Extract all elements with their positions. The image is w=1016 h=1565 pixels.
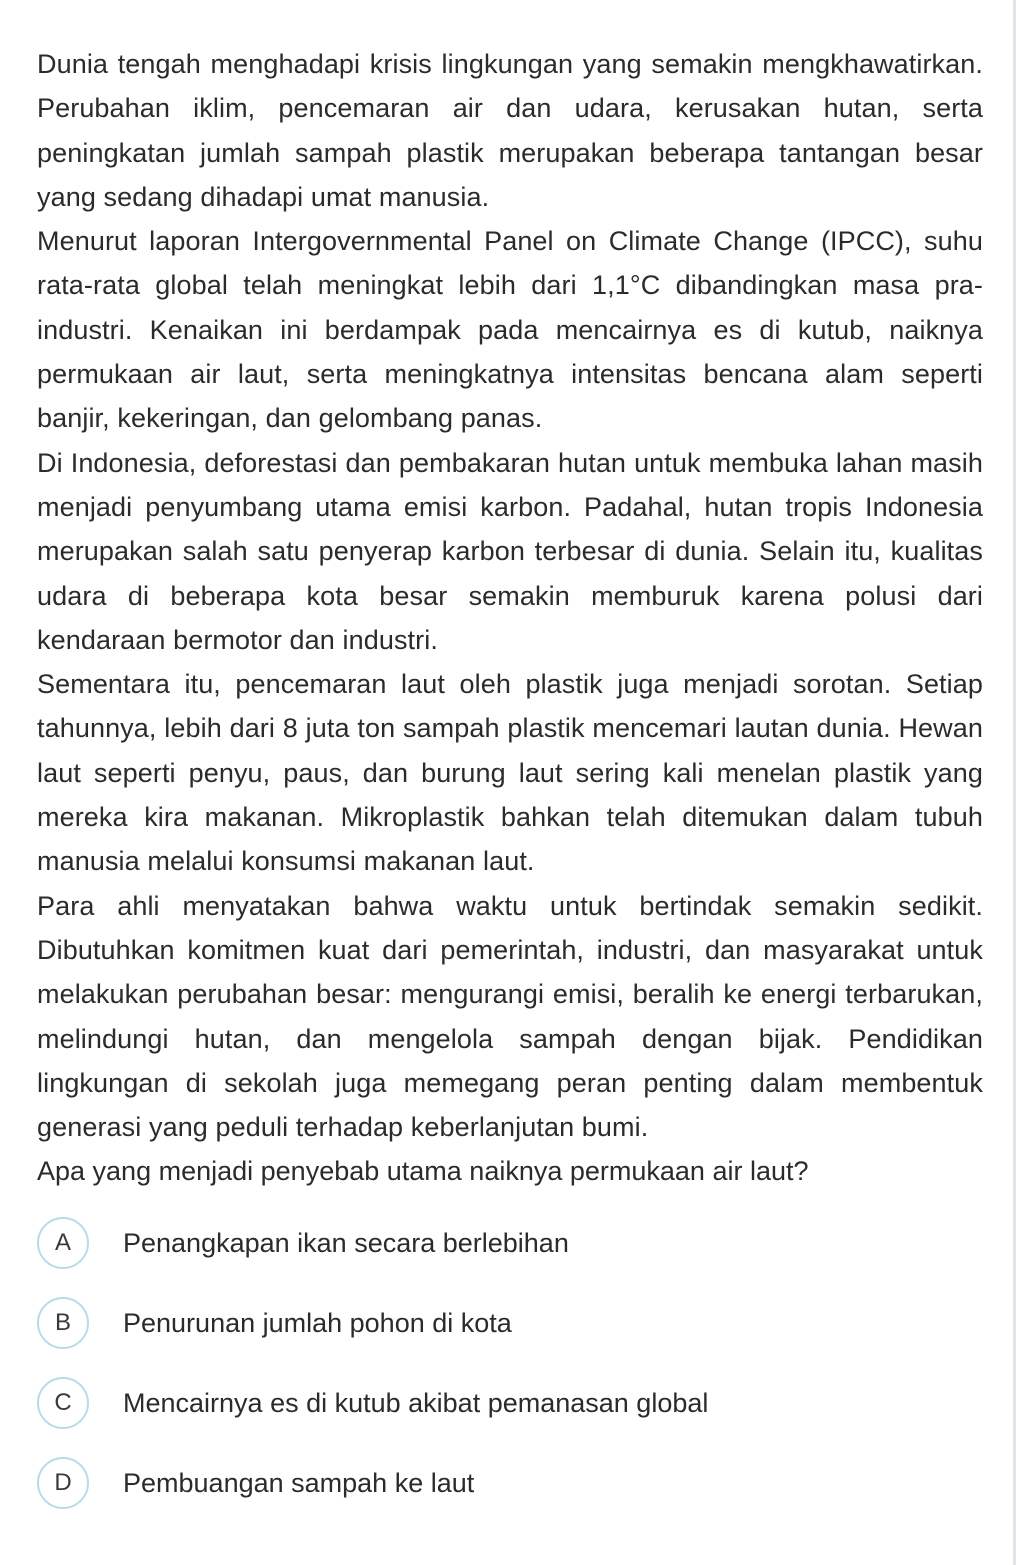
option-letter-badge: B <box>37 1297 89 1349</box>
option-label: Mencairnya es di kutub akibat pemanasan global <box>123 1387 709 1418</box>
option-label: Pembuangan sampah ke laut <box>123 1467 475 1498</box>
option-label: Penangkapan ikan secara berlebihan <box>123 1227 569 1258</box>
answer-option-d[interactable] <box>37 1455 983 1511</box>
answer-option-c[interactable] <box>37 1375 983 1431</box>
passage-paragraph-4: Sementara itu, pencemaran laut oleh plastik juga menjadi sorotan. Setiap tahunnya, lebih dari 8 juta ton sampah plastik mencemari lautan dunia. Hewan laut seperti penyu, paus, dan burung laut sering kali menelan plastik yang mereka kira makanan. Mikroplastik bahkan telah ditemukan dalam tubuh manusia melalui konsumsi makanan laut. <box>37 669 983 877</box>
answer-options <box>37 1215 983 1535</box>
answer-option-a[interactable] <box>37 1215 983 1271</box>
passage-paragraph-5: Para ahli menyatakan bahwa waktu untuk bertindak semakin sedikit. Dibutuhkan komitmen kuat dari pemerintah, industri, dan masyarakat untuk melakukan perubahan besar: mengurangi emisi, beralih ke energi terbarukan, melindungi hutan, dan mengelola sampah dengan bijak. Pendidikan lingkungan di sekolah juga memegang peran penting dalam membentuk generasi yang peduli terhadap keberlanjutan bumi. <box>37 890 983 1143</box>
option-letter-badge: A <box>37 1217 89 1269</box>
option-letter-badge: C <box>37 1377 89 1429</box>
passage-paragraph-1: Dunia tengah menghadapi krisis lingkungan yang semakin mengkhawatirkan. Perubahan iklim, pencemaran air dan udara, kerusakan hutan, serta peningkatan jumlah sampah plastik merupakan beberapa tantangan besar yang sedang dihadapi umat manusia. <box>37 49 983 212</box>
reading-passage <box>37 42 983 1194</box>
answer-option-b[interactable] <box>37 1295 983 1351</box>
passage-paragraph-2: Menurut laporan Intergovernmental Panel on Climate Change (IPCC), suhu rata-rata global telah meningkat lebih dari 1,1°C dibandingkan masa pra-industri. Kenaikan ini berdampak pada mencairnya es di kutub, naiknya permukaan air laut, serta meningkatnya intensitas bencana alam seperti banjir, kekeringan, dan gelombang panas. <box>37 226 983 434</box>
option-label: Penurunan jumlah pohon di kota <box>123 1307 512 1338</box>
passage-paragraph-3: Di Indonesia, deforestasi dan pembakaran hutan untuk membuka lahan masih menjadi penyumbang utama emisi karbon. Padahal, hutan tropis Indonesia merupakan salah satu penyerap karbon terbesar di dunia. Selain itu, kualitas udara di beberapa kota besar semakin memburuk karena polusi dari kendaraan bermotor dan industri. <box>37 447 983 655</box>
option-letter-badge: D <box>37 1457 89 1509</box>
question-text: Apa yang menjadi penyebab utama naiknya permukaan air laut? <box>37 1156 809 1187</box>
